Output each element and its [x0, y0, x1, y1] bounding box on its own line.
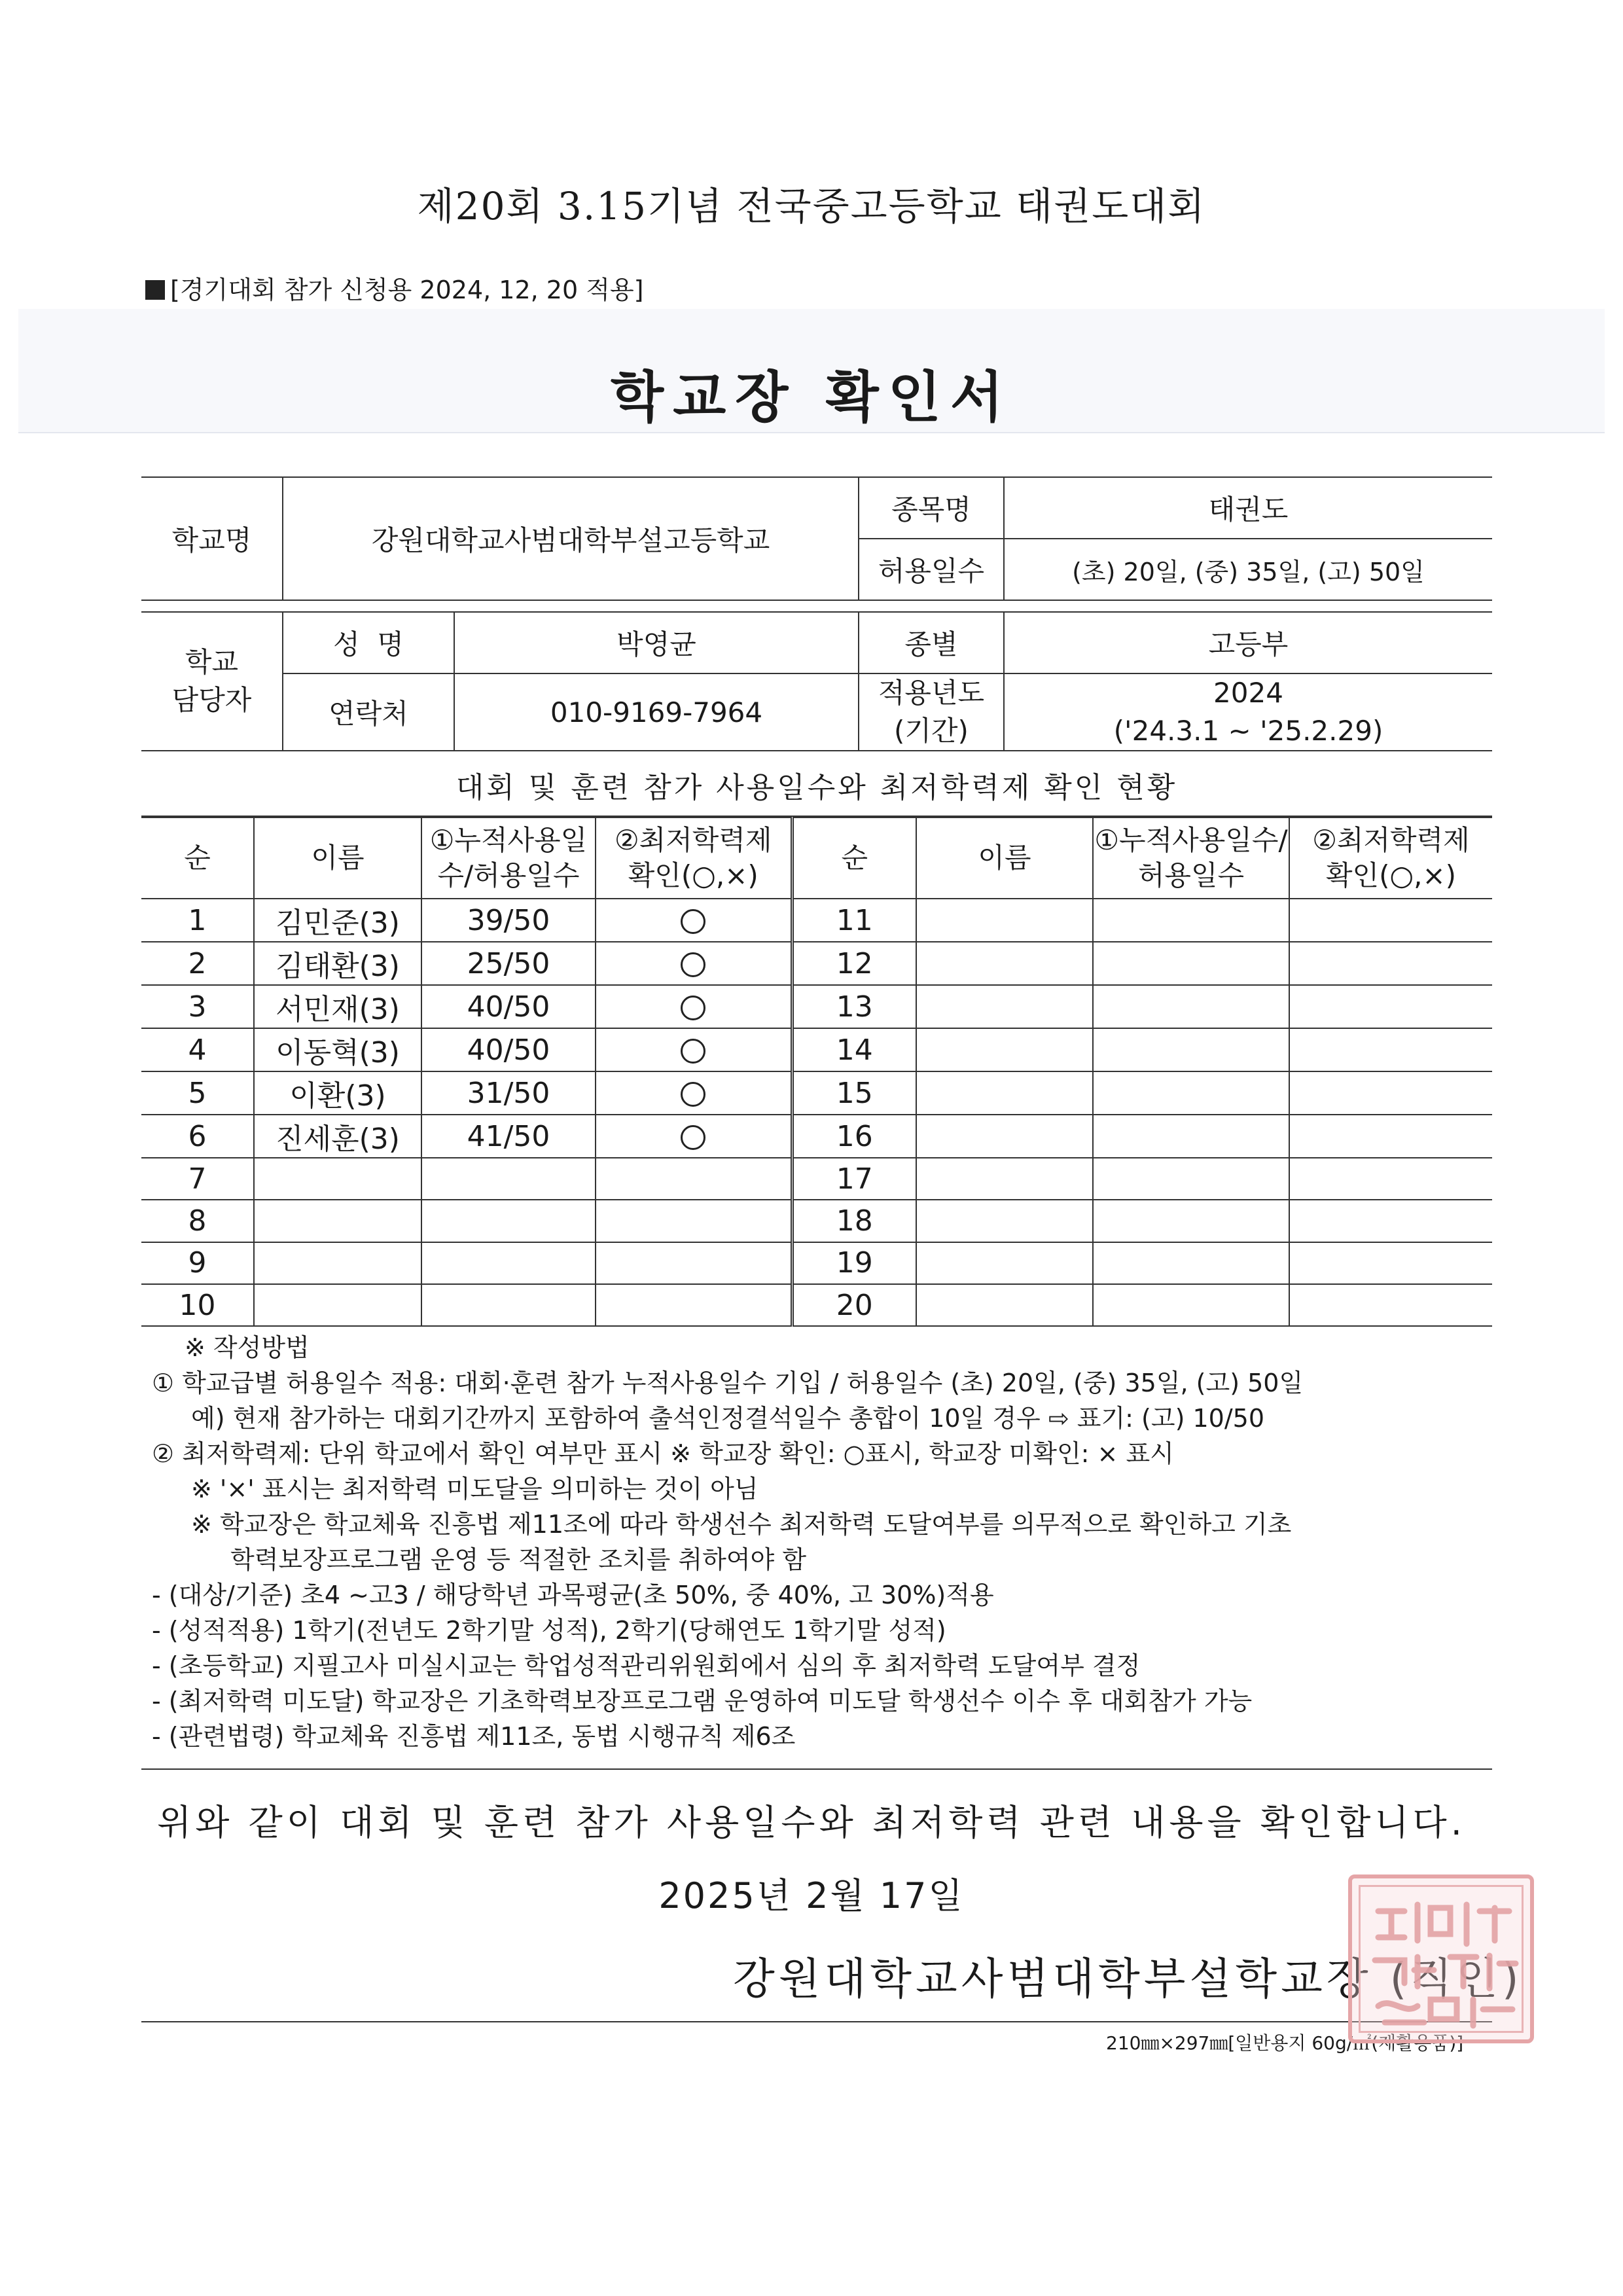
circle-mark-icon	[681, 996, 705, 1020]
row-academic	[596, 1158, 792, 1200]
row-academic	[596, 942, 792, 985]
row-academic	[596, 985, 792, 1028]
row-no-right: 14	[792, 1028, 916, 1071]
guide-line-7: - (대상/기준) 초4 ~고3 / 해당학년 과목평균(초 50%, 중 40%, 고 30%)적용	[152, 1581, 994, 1609]
row-days: 40/50	[421, 1028, 596, 1071]
row-name: 이동혁(3)	[254, 1028, 421, 1071]
row-days: 40/50	[421, 985, 596, 1028]
row-days-right	[1093, 1071, 1289, 1115]
table-row	[141, 985, 1492, 1028]
sport-label: 종목명	[859, 477, 1004, 539]
row-academic	[596, 1242, 792, 1284]
sport-value: 태권도	[1004, 477, 1492, 539]
seal-glyphs	[1352, 1878, 1538, 2047]
row-days-right	[1093, 1242, 1289, 1284]
row-no: 6	[141, 1115, 254, 1158]
allowed-days-value: (초) 20일, (중) 35일, (고) 50일	[1004, 539, 1492, 600]
table-row	[141, 1071, 1492, 1115]
row-academic-right	[1289, 1242, 1492, 1284]
header-name: 이름	[254, 817, 421, 899]
row-name-right	[916, 1200, 1093, 1242]
header-academic-line-2: 확인(○,×)	[628, 859, 758, 891]
row-name-right	[916, 942, 1093, 985]
row-name: 이환(3)	[254, 1071, 421, 1115]
guide-line-4: ※ '×' 표시는 최저학력 미도달을 의미하는 것이 아님	[191, 1475, 758, 1503]
header-academic-right-line-1: ②최저학력제	[1312, 824, 1470, 856]
row-no: 1	[141, 899, 254, 942]
circle-mark-icon	[681, 1082, 705, 1107]
table-row	[141, 942, 1492, 985]
row-days: 39/50	[421, 899, 596, 942]
info-table	[141, 476, 1492, 751]
guide-line-10: - (최저학력 미도달) 학교장은 기초학력보장프로그램 운영하여 미도달 학생선수 이수 후 대회참가 가능	[152, 1687, 1253, 1715]
row-academic-right	[1289, 1028, 1492, 1071]
event-title: 제20회 3.15기념 전국중고등학교 태권도대회	[417, 184, 1206, 228]
category-value: 고등부	[1004, 612, 1492, 673]
row-academic	[596, 1071, 792, 1115]
row-name: 서민재(3)	[254, 985, 421, 1028]
row-academic-right	[1289, 899, 1492, 942]
table-row	[141, 1158, 1492, 1200]
row-academic	[596, 1028, 792, 1071]
row-no-right: 13	[792, 985, 916, 1028]
guide-line-6: 학력보장프로그램 운영 등 적절한 조치를 취하여야 함	[230, 1545, 807, 1574]
year-value-cell	[1004, 673, 1492, 751]
contact-value: 010-9169-7964	[454, 673, 859, 751]
header-academic-line-1: ②최저학력제	[614, 824, 772, 856]
row-no: 9	[141, 1242, 254, 1284]
row-no: 2	[141, 942, 254, 985]
writing-guide	[152, 1330, 1487, 1754]
row-name-right	[916, 899, 1093, 942]
header-days	[421, 817, 596, 899]
row-name-right	[916, 1115, 1093, 1158]
signatory: 강원대학교사범대학부설학교장 (직인)	[733, 1954, 1523, 2004]
row-days-right	[1093, 1200, 1289, 1242]
row-academic	[596, 1284, 792, 1326]
row-name: 김태환(3)	[254, 942, 421, 985]
row-no: 4	[141, 1028, 254, 1071]
row-name	[254, 1242, 421, 1284]
year-value: 2024	[1213, 677, 1283, 709]
row-days	[421, 1158, 596, 1200]
row-name-right	[916, 985, 1093, 1028]
manager-label	[141, 612, 283, 751]
row-no-right: 16	[792, 1115, 916, 1158]
guide-line-2: 예) 현재 참가하는 대회기간까지 포함하여 출석인정결석일수 총합이 10일 경우 ⇨ 표기: (고) 10/50	[191, 1404, 1265, 1433]
square-bullet-icon	[145, 280, 165, 300]
document-date: 2025년 2월 17일	[658, 1875, 965, 1916]
row-days-right	[1093, 1284, 1289, 1326]
header-days-line-1: ①누적사용일	[429, 824, 588, 856]
row-academic-right	[1289, 1115, 1492, 1158]
row-no-right: 19	[792, 1242, 916, 1284]
row-academic	[596, 1200, 792, 1242]
name-label: 성 명	[283, 612, 454, 673]
manager-label-line-2: 담당자	[171, 684, 252, 716]
row-academic-right	[1289, 1200, 1492, 1242]
row-academic-right	[1289, 985, 1492, 1028]
official-seal	[1348, 1874, 1534, 2043]
table-row	[141, 899, 1492, 942]
row-no: 3	[141, 985, 254, 1028]
period-value: ('24.3.1 ~ '25.2.29)	[1113, 715, 1383, 747]
row-no-right: 11	[792, 899, 916, 942]
row-days	[421, 1200, 596, 1242]
header-days-right-line-1: ①누적사용일수/	[1094, 824, 1288, 856]
manager-label-line-1: 학교	[185, 646, 239, 678]
table-row	[141, 1115, 1492, 1158]
roster-body	[141, 899, 1492, 1326]
paper-spec: 210㎜×297㎜[일반용지 60g/㎡(재활용품)]	[1106, 2032, 1464, 2054]
header-days-line-2: 수/허용일수	[437, 859, 580, 891]
guide-line-5: ※ 학교장은 학교체육 진흥법 제11조에 따라 학생선수 최저학력 도달여부를 의무적으로 확인하고 기초	[191, 1510, 1292, 1539]
row-no-right: 12	[792, 942, 916, 985]
row-days-right	[1093, 1115, 1289, 1158]
row-name-right	[916, 1284, 1093, 1326]
header-no: 순	[141, 817, 254, 899]
divider	[141, 1768, 1492, 1770]
row-academic	[596, 1115, 792, 1158]
guide-line-8: - (성적적용) 1학기(전년도 2학기말 성적), 2학기(당해연도 1학기말 성적)	[152, 1616, 946, 1645]
category-label: 종별	[859, 612, 1004, 673]
roster-title: 대회 및 훈련 참가 사용일수와 최저학력제 확인 현황	[141, 759, 1492, 817]
row-academic	[596, 899, 792, 942]
year-label-line-1: 적용년도	[878, 677, 985, 709]
row-days-right	[1093, 942, 1289, 985]
roster-table	[141, 817, 1492, 1327]
name-value: 박영균	[454, 612, 859, 673]
table-row	[141, 1284, 1492, 1326]
header-academic-right-line-2: 확인(○,×)	[1325, 859, 1457, 891]
row-no-right: 15	[792, 1071, 916, 1115]
row-days: 31/50	[421, 1071, 596, 1115]
year-label	[859, 673, 1004, 751]
confirmation-text: 위와 같이 대회 및 훈련 참가 사용일수와 최저학력 관련 내용을 확인합니다.	[157, 1802, 1466, 1843]
row-days: 25/50	[421, 942, 596, 985]
contact-label: 연락처	[283, 673, 454, 751]
header-days-right	[1093, 817, 1289, 899]
form-note	[145, 270, 644, 306]
row-name	[254, 1200, 421, 1242]
allowed-days-label: 허용일수	[859, 539, 1004, 600]
row-academic-right	[1289, 1284, 1492, 1326]
row-no-right: 17	[792, 1158, 916, 1200]
row-days	[421, 1242, 596, 1284]
row-name-right	[916, 1071, 1093, 1115]
row-name: 김민준(3)	[254, 899, 421, 942]
divider	[141, 2021, 1492, 2022]
row-days: 41/50	[421, 1115, 596, 1158]
row-academic-right	[1289, 1158, 1492, 1200]
roster-header-row	[141, 817, 1492, 899]
row-days-right	[1093, 1028, 1289, 1071]
guide-line-3: ② 최저학력제: 단위 학교에서 확인 여부만 표시 ※ 학교장 확인: ○표시, 학교장 미확인: × 표시	[152, 1439, 1174, 1468]
guide-heading: ※ 작성방법	[185, 1333, 310, 1362]
row-no: 7	[141, 1158, 254, 1200]
row-days	[421, 1284, 596, 1326]
row-days-right	[1093, 985, 1289, 1028]
row-no: 5	[141, 1071, 254, 1115]
row-no: 8	[141, 1200, 254, 1242]
header-name-right: 이름	[916, 817, 1093, 899]
circle-mark-icon	[681, 1125, 705, 1150]
guide-line-11: - (관련법령) 학교체육 진흥법 제11조, 동법 시행규칙 제6조	[152, 1722, 796, 1751]
header-days-right-line-2: 허용일수	[1137, 859, 1245, 891]
row-days-right	[1093, 899, 1289, 942]
row-name	[254, 1158, 421, 1200]
row-name-right	[916, 1242, 1093, 1284]
header-academic-right	[1289, 817, 1492, 899]
row-days-right	[1093, 1158, 1289, 1200]
school-label: 학교명	[141, 477, 283, 600]
row-academic-right	[1289, 942, 1492, 985]
table-row	[141, 1200, 1492, 1242]
document-title: 학교장 확인서	[610, 365, 1013, 429]
row-no-right: 20	[792, 1284, 916, 1326]
header-academic	[596, 817, 792, 899]
table-row	[141, 1242, 1492, 1284]
form-note-text: [경기대회 참가 신청용 2024, 12, 20 적용]	[170, 276, 644, 304]
row-name: 진세훈(3)	[254, 1115, 421, 1158]
guide-line-9: - (초등학교) 지필고사 미실시교는 학업성적관리위원회에서 심의 후 최저학력 도달여부 결정	[152, 1651, 1141, 1680]
circle-mark-icon	[681, 1039, 705, 1064]
row-no-right: 18	[792, 1200, 916, 1242]
circle-mark-icon	[681, 952, 705, 977]
guide-line-1: ① 학교급별 허용일수 적용: 대회·훈련 참가 누적사용일수 기입 / 허용일수 (초) 20일, (중) 35일, (고) 50일	[152, 1369, 1304, 1397]
row-name	[254, 1284, 421, 1326]
year-label-line-2: (기간)	[894, 715, 969, 747]
row-academic-right	[1289, 1071, 1492, 1115]
header-no-right: 순	[792, 817, 916, 899]
school-value: 강원대학교사범대학부설고등학교	[283, 477, 859, 600]
table-row	[141, 1028, 1492, 1071]
row-name-right	[916, 1158, 1093, 1200]
row-no: 10	[141, 1284, 254, 1326]
table-gap	[141, 600, 1492, 612]
circle-mark-icon	[681, 909, 705, 934]
row-name-right	[916, 1028, 1093, 1071]
